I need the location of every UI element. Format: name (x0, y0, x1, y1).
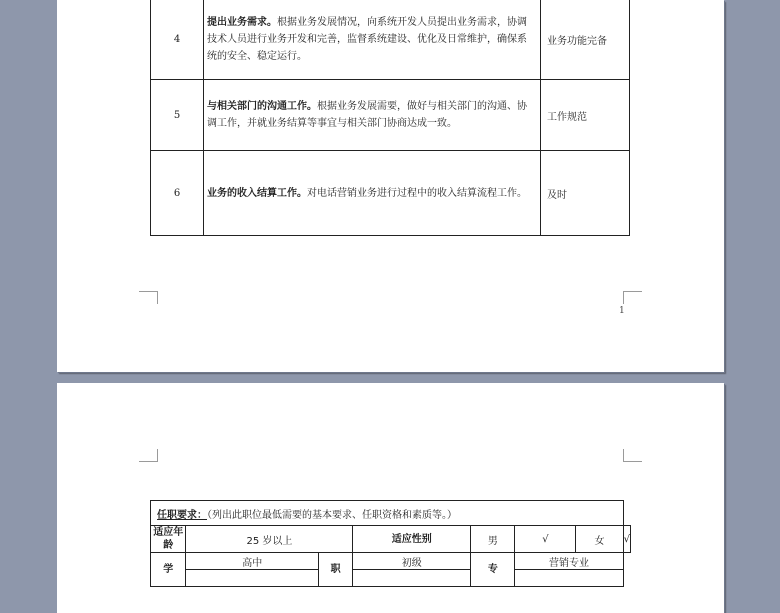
duty-number: 5 (151, 80, 204, 151)
duty-result: 工作规范 (541, 80, 630, 151)
major-value: 营销专业 (515, 553, 623, 570)
requirements-header (151, 501, 624, 526)
age-label: 适应年龄 (151, 526, 186, 553)
male-check: √ (515, 526, 576, 553)
duty-description (204, 151, 541, 236)
gender-label: 适应性别 (353, 526, 471, 553)
female-label: 女 (576, 526, 623, 553)
table-row (151, 526, 631, 553)
job-duties-table (150, 0, 630, 236)
table-row (151, 80, 630, 151)
duty-text: 根据业务发展情况，向系统开发人员提出业务需求，协调技术人员进行业务开发和完善，监督系统建设、优化及日常维护，确保系统的安全、稳定运行。 (207, 17, 527, 62)
duty-text: 根据业务发展需要，做好与相关部门的沟通、协调工作，并就业务结算等事宜与相关部门协商达成一致。 (207, 101, 527, 129)
table-cell (515, 570, 623, 587)
margin-corner-mark (623, 291, 642, 304)
education-label: 学 (151, 553, 186, 587)
margin-corner-mark (623, 449, 642, 462)
duty-result: 业务功能完备 (541, 0, 630, 80)
table-row (151, 151, 630, 236)
page-number: 1 (619, 306, 625, 316)
education-value: 高中 (186, 553, 318, 570)
duty-text: 对电话营销业务进行过程中的收入结算流程工作。 (307, 187, 527, 199)
table-row (151, 553, 631, 570)
requirements-note: （列出此职位最低需要的基本要求、任职资格和素质等。） (207, 509, 457, 521)
duty-title: 与相关部门的沟通工作。 (207, 101, 317, 112)
table-cell (353, 570, 471, 587)
margin-corner-mark (139, 449, 158, 462)
job-requirements-table (150, 500, 631, 587)
table-row (151, 0, 630, 80)
document-page-1 (57, 0, 724, 372)
age-value: 25 岁以上 (186, 526, 353, 553)
female-check: √ (623, 526, 630, 553)
duty-result: 及时 (541, 151, 630, 236)
duty-description (204, 80, 541, 151)
title-label: 职 (318, 553, 353, 587)
duty-title: 业务的收入结算工作。 (207, 187, 307, 199)
table-row (151, 501, 631, 526)
title-level-value: 初级 (353, 553, 471, 570)
table-cell (186, 570, 318, 587)
table-row (151, 570, 631, 587)
document-page-2 (57, 383, 724, 613)
duty-number: 6 (151, 151, 204, 236)
requirements-title: 任职要求： (157, 509, 207, 521)
major-label: 专 (471, 553, 515, 587)
duty-number: 4 (151, 0, 204, 80)
male-label: 男 (471, 526, 515, 553)
duty-title: 提出业务需求。 (207, 17, 277, 28)
duty-description (204, 0, 541, 80)
margin-corner-mark (139, 291, 158, 304)
